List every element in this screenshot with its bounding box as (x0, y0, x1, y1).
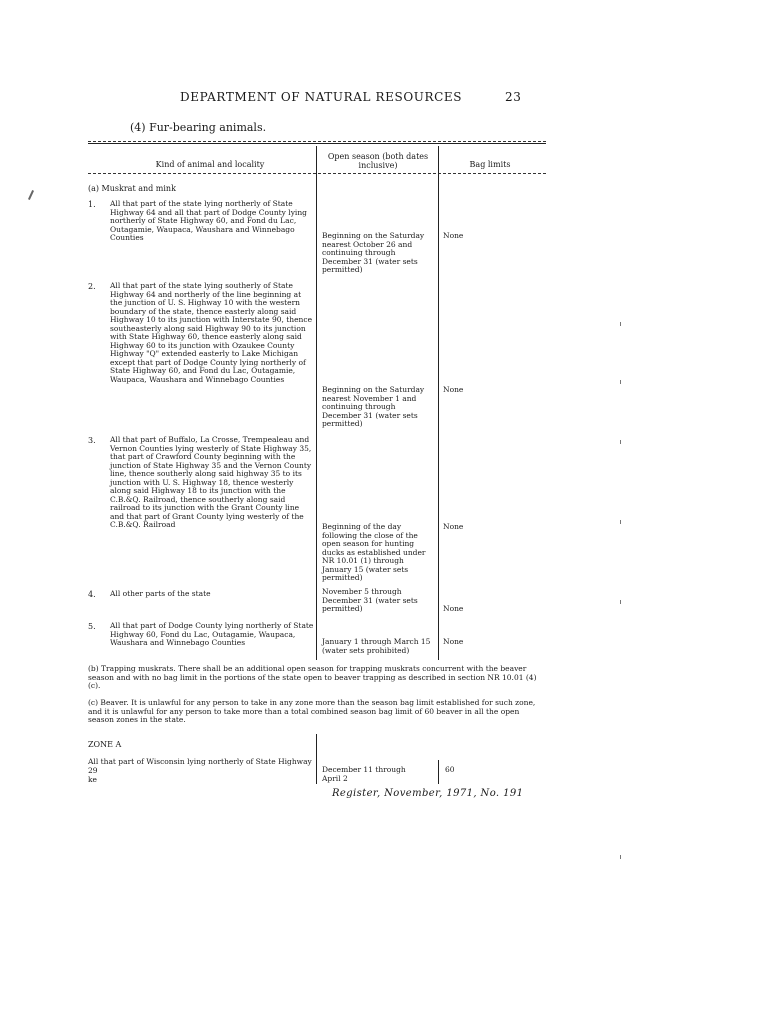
column-divider-1 (316, 146, 317, 660)
row-locality: All that part of Dodge County lying northerly of State Highway 60, Fond du Lac, Outagamie, Waupaca, Waushara and Winnebago Counties (110, 621, 314, 647)
row-bag: None (443, 385, 464, 394)
group-label-a: (a) Muskrat and mink (88, 184, 176, 193)
scan-mark (620, 322, 621, 326)
top-rule-solid (88, 143, 546, 144)
row-season: Beginning of the day following the close of the open season for hunting ducks as established under NR 10.01 (1) through January 15 (water sets permitted) (322, 522, 426, 582)
page-number: 23 (505, 90, 522, 104)
scan-mark (620, 855, 621, 859)
zone-bag: 60 (445, 765, 455, 774)
scan-mark (620, 520, 621, 524)
col-header-bag: Bag limits (469, 160, 511, 169)
register-footer: Register, November, 1971, No. 191 (332, 788, 524, 799)
section-heading: (4) Fur-bearing animals. (130, 121, 267, 134)
scan-mark (620, 600, 621, 604)
scan-mark (28, 190, 34, 200)
paragraph-trapping-muskrats: (b) Trapping muskrats. There shall be an additional open season for trapping muskrats concurrent with the beaver season and with no bag limit in the portions of the state open to beaver trapping as described in section NR 10.01 (4) (c). (88, 664, 537, 691)
row-season: Beginning on the Saturday nearest October 26 and continuing through December 31 (water sets permitted) (322, 231, 425, 274)
row-season: January 1 through March 15 (water sets prohibited) (322, 637, 431, 655)
zone-season: December 11 through April 2 (322, 765, 406, 783)
row-number: 4. (88, 590, 96, 599)
col-header-season: Open season (both dates inclusive) (327, 152, 429, 170)
zone-column-divider-1 (316, 734, 317, 784)
row-number: 2. (88, 282, 96, 291)
row-season: Beginning on the Saturday nearest November 1 and continuing through December 31 (water sets permitted) (322, 385, 425, 428)
row-number: 1. (88, 200, 96, 209)
scan-mark (620, 440, 621, 444)
row-locality: All other parts of the state (110, 589, 211, 598)
header-rule (88, 173, 546, 174)
zone-label: ZONE A (88, 740, 122, 749)
scan-mark (620, 380, 621, 384)
row-number: 3. (88, 436, 96, 445)
row-bag: None (443, 637, 464, 646)
row-locality: All that part of the state lying southerly of State Highway 64 and northerly of the line beginning at the junction of U. S. Highway 10 with the western boundary of the state, thence easterly along said Highway 10 to its junction with Interstate 90, thence southeasterly along said Highway 90 to its junction with State Highway 60, thence easterly along said Highway 60 to its junction with Ozaukee County Highway "Q" extended easterly to Lake Michigan except that part of Dodge County lying northerly of State Highway 60, and Fond du Lac, Outagamie, Waupaca, Waushara and Winnebago Counties (110, 281, 313, 384)
paragraph-beaver: (c) Beaver. It is unlawful for any person to take in any zone more than the season bag limit established for such zone, and it is unlawful for any person to take more than a total combined season bag limit of 60 beaver in all the open season zones in the state. (88, 698, 536, 725)
row-locality: All that part of the state lying northerly of State Highway 64 and all that part of Dodge County lying northerly of State Highway 60, and Fond du Lac, Outagamie, Waupaca, Waushara and Winnebago Counties (110, 199, 307, 242)
top-rule (88, 141, 546, 142)
col-header-kind: Kind of animal and locality (155, 160, 265, 169)
zone-locality-tail: ke (88, 775, 97, 784)
row-bag: None (443, 604, 464, 613)
page-title: DEPARTMENT OF NATURAL RESOURCES (180, 90, 463, 104)
row-bag: None (443, 231, 464, 240)
row-season: November 5 through December 31 (water sets permitted) (322, 587, 418, 613)
row-locality: All that part of Buffalo, La Crosse, Trempealeau and Vernon Counties lying westerly of State Highway 35, that part of Crawford County beginning with the junction of State Highway 35 and the Vernon County line, thence southerly along said highway 35 to its junction with U. S. Highway 18, thence westerly along said Highway 18 to its junction with the C.B.&Q. Railroad, thence southerly along said railroad to its junction with the Grant County line and that part of Grant County lying westerly of the C.B.&Q. Railroad (110, 435, 312, 529)
zone-locality: All that part of Wisconsin lying northerly of State Highway 29 (88, 757, 312, 775)
zone-column-divider-2 (438, 760, 439, 784)
row-number: 5. (88, 622, 96, 631)
column-divider-2 (438, 146, 439, 660)
row-bag: None (443, 522, 464, 531)
